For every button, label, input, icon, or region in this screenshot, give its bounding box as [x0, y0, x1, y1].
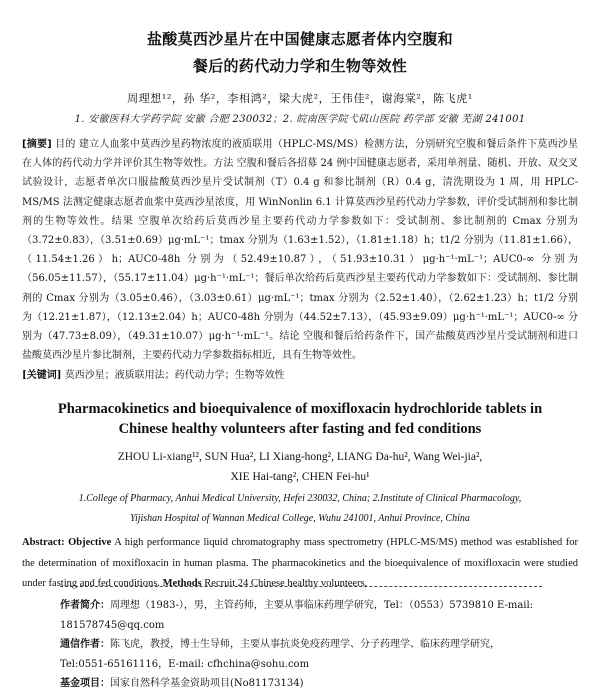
english-title-line-1: Pharmacokinetics and bioequivalence of moxifloxacin hydrochloride tablets in [57, 401, 543, 418]
author-info [60, 596, 580, 616]
corresponding-author [60, 635, 580, 655]
english-authors-line-2: XIE Hai-tang², CHEN Fei-hu¹ [230, 471, 370, 484]
fund-label: 基金项目： [60, 678, 110, 689]
chinese-keywords [22, 366, 578, 381]
chinese-abstract-text: 目的 建立人血浆中莫西沙星药物浓度的液质联用（HPLC-MS/MS）检测方法，分别研究空腹和餐后条件下莫西沙星在人体的药代动力学并评价其生物等效性。方法 空腹和餐后各招募 24 例中国健康志愿者，采用单剂量、随机、开放、双交叉试验设计，志愿者单次口服盐酸莫西沙星片受试制剂（T）0.4 g 和参比制剂（R）0.4 g，清洗期设为 1 周，用 HPLC-MS/MS 法测定健康志愿者血浆中莫西沙星浓度，用 WinNonlin 6.1 计算莫西沙星药代动力学参数，评价受试制剂和参比制剂的生物等效性。结果 空腹单次给药后莫西沙星主要药代动力学参数如下：受试制剂、参比制剂的 Cmax 分别为（3.72±0.83），（3.51±0.69）μg·mL⁻¹；tmax 分别为（1.63±1.52），（1.81±1.18）h；t1/2 分别为（11.81±1.66），（11.54±1.26）h；AUC0-48h 分别为（52.49±10.87），（51.93±10.31）μg·h⁻¹·mL⁻¹；AUC0-∞ 分别为（56.05±11.57），（55.17±11.04）μg·h⁻¹·mL⁻¹；餐后单次给药后莫西沙星主要药代动力学参数如下：受试制剂、参比制剂的 Cmax 分别为（3.05±0.46），（3.03±0.61）μg·mL⁻¹；tmax 分别为（2.52±1.40），（2.62±1.23）h；t1/2 分别为（12.21±1.87），（12.13±2.04）h；AUC0-48h 分别为（44.52±7.13），（45.93±9.09）μg·h⁻¹·mL⁻¹；AUC0-∞ 分别为（47.73±8.09），（49.31±10.07）μg·h⁻¹·mL⁻¹。结论 空腹和餐后给药条件下，国产盐酸莫西沙星片受试制剂和进口盐酸莫西沙星片参比制剂，主要药代动力学参数指标相近，具有生物等效性。 [22, 139, 578, 362]
corresponding-author-text: 陈飞虎，教授，博士生导师，主要从事抗炎免疫药理学、分子药理学、临床药理学研究， [110, 639, 500, 650]
english-authors [22, 447, 578, 487]
author-email: 181578745@qq.com [60, 619, 165, 631]
english-abstract-text: A high performance liquid chromatography mass spectrometry (HPLC-MS/MS) method was established for the determination of moxifloxacin in human plasma. The pharmacokinetics and the bioequivalence of moxifloxacin were studied under fasting and fed conditions. [22, 537, 578, 590]
fund-info [60, 674, 580, 694]
english-title-line-2: Chinese healthy volunteers after fasting and fed conditions [118, 421, 482, 438]
english-affiliation [22, 489, 578, 529]
english-methods-label: Methods [162, 578, 202, 590]
english-authors-line-1: ZHOU Li-xiang¹², SUN Hua², LI Xiang-hong², LIANG Da-hu², Wang Wei-jia², [117, 451, 483, 464]
author-info-label: 作者简介： [60, 600, 110, 611]
english-affiliation-line-2: Yijishan Hospital of Wannan Medical College, Wuhu 241001, Anhui Province, China [130, 513, 470, 525]
footnote-divider [60, 586, 542, 587]
chinese-title [22, 26, 578, 80]
fund-text: 国家自然科学基金资助项目(No81173134) [110, 678, 304, 689]
english-methods-text: Recruit 24 Chinese healthy volunteers, [204, 578, 368, 590]
chinese-keywords-label: [关键词] [22, 370, 62, 382]
chinese-keywords-text: 莫西沙星；液质联用法；药代动力学；生物等效性 [64, 370, 285, 382]
corresponding-author-label: 通信作者： [60, 639, 110, 650]
author-info-text: 周理想（1983-），男，主管药师，主要从事临床药理学研究，Tel：（0553）5739810 E-mail: [110, 600, 534, 611]
english-affiliation-line-1: 1.College of Pharmacy, Anhui Medical University, Hefei 230032, China; 2.Institute of Clinical Pharmacology, [78, 493, 522, 505]
chinese-title-line-2: 餐后的药代动力学和生物等效性 [192, 57, 408, 75]
corresponding-contact: Tel:0551-65161116，E-mail: cfhchina@sohu.com [60, 658, 310, 670]
chinese-title-line-1: 盐酸莫西沙星片在中国健康志愿者体内空腹和 [146, 30, 453, 48]
chinese-abstract-label: [摘要] [22, 139, 52, 150]
english-objective-label: Objective [68, 537, 112, 549]
chinese-affiliation: 1. 安徽医科大学药学院 安徽 合肥 230032；2. 皖南医学院弋矶山医院 药学部 安徽 芜湖 241001 [74, 114, 526, 125]
footnotes [60, 596, 580, 694]
english-title [22, 399, 578, 439]
english-abstract-label: Abstract: [22, 537, 65, 549]
chinese-abstract [22, 135, 578, 365]
chinese-authors: 周理想¹²，孙 华²，李相鸿²，梁大虎²，王伟佳²，谢海棠²，陈飞虎¹ [127, 92, 473, 105]
